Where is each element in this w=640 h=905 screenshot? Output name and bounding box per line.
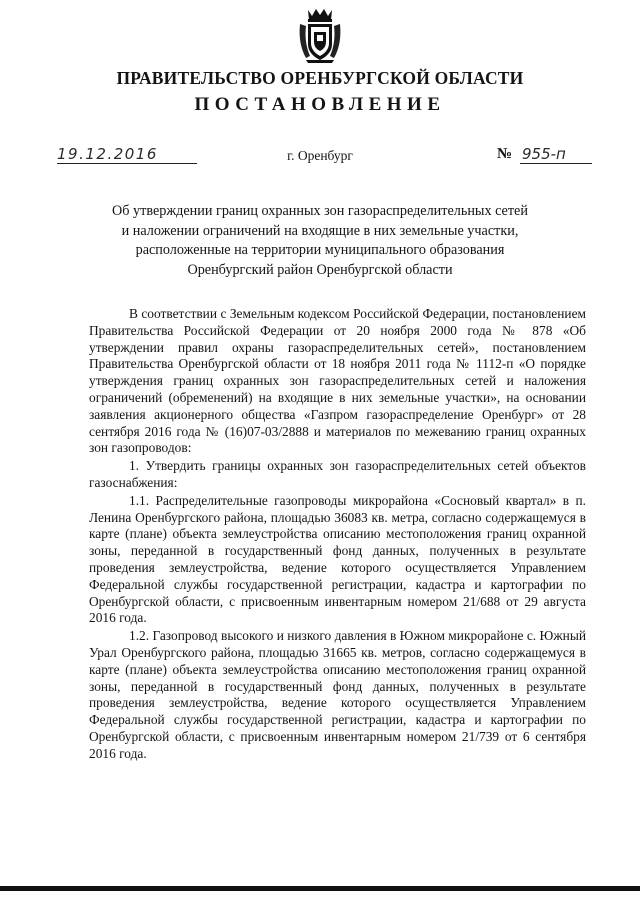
document-body (89, 306, 586, 763)
document-city: г. Оренбург (287, 148, 353, 163)
document-date: 19.12.2016 (57, 145, 158, 163)
number-sign: № (497, 146, 513, 162)
document-number: 955-п (522, 145, 566, 163)
clause-1: 1. Утвердить границы охранных зон газораспределительных сетей объектов газоснабжения: (89, 458, 586, 490)
subject-line: и наложении ограничений на входящие в них земельные участки, (121, 222, 519, 239)
document-type: ПОСТАНОВЛЕНИЕ (194, 94, 446, 115)
clause-1-1: 1.1. Распределительные газопроводы микрорайона «Сосновый квартал» в п. Ленина Оренбургского района, площадью 36083 кв. метра, согласно содержащемуся в карте (плане) объекта землеустройства описанию местоположения границ охранной зоны, переданной в государственный фонд данных, полученных в результате проведения землеустройства, ведение которого осуществляется Управлением Федеральной службы государственной регистрации, кадастра и картографии по Оренбургской области, с присвоенным инвентарным номером 21/688 от 29 августа 2016 года. (89, 492, 586, 626)
subject-line: Об утверждении границ охранных зон газораспределительных сетей (112, 203, 528, 219)
document-subject (100, 202, 540, 280)
subject-line: Оренбургский район Оренбургской области (187, 261, 453, 278)
document-meta (0, 145, 640, 169)
preamble-paragraph: В соответствии с Земельным кодексом Российской Федерации, постановлением Правительства Российской Федерации от 20 ноября 2000 года № 878 «Об утверждении правил охраны газораспределительных сетей», постановлением Правительства Оренбургской области от 18 ноября 2011 года № 1112-п «О порядке утверждения границ охранных зон газораспределительных сетей и наложения ограничений (обременений) на входящие в них земельные участки», на основании заявления акционерного общества «Газпром газораспределение Оренбург» от 28 сентября 2016 года № (16)07-03/2888 и материалов по межеванию границ охранных зон газопроводов: (89, 306, 586, 456)
number-underline (520, 163, 592, 164)
government-name: ПРАВИТЕЛЬСТВО ОРЕНБУРГСКОЙ ОБЛАСТИ (116, 68, 524, 88)
page-bottom-rule (0, 886, 640, 891)
coat-of-arms-icon (296, 6, 344, 64)
clause-1-2: 1.2. Газопровод высокого и низкого давления в Южном микрорайоне с. Южный Урал Оренбургского района, площадью 31665 кв. метров, согласно содержащемуся в карте (плане) объекта землеустройства описанию местоположения границ охранной зоны, переданной в государственный фонд данных, полученных в результате проведения землеустройства, ведение которого осуществляется Управлением Федеральной службы государственной регистрации, кадастра и картографии по Оренбургской области, с присвоенным инвентарным номером 21/739 от 6 сентября 2016 года. (89, 628, 586, 761)
subject-line: расположенные на территории муниципального образования (135, 242, 505, 258)
